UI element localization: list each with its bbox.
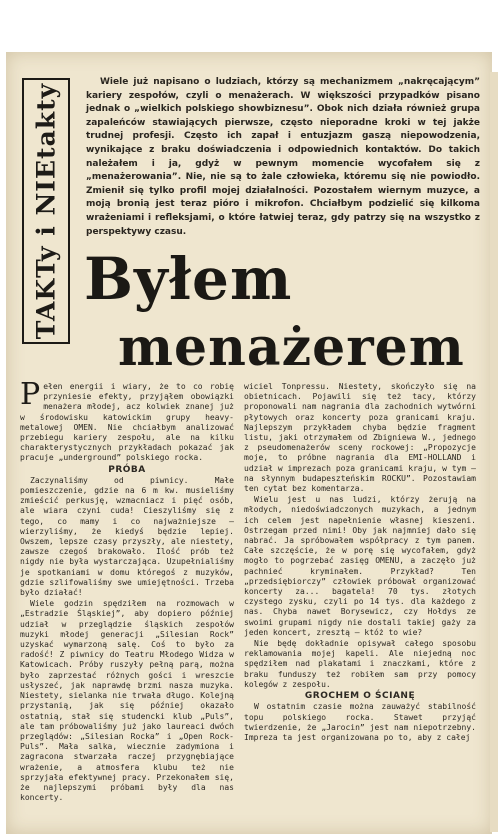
drop-cap: P: [20, 382, 41, 412]
intro-text: ełen energii i wiary, że to co robię przyniesie efekty, przyjąłem obowiązki menażera młodej, acz kolwiek znanej już w środowisku katowickim grupy heavy-metalowej OMEN. Nie chciałbym analizować przebiegu kariery zespołu, ale na kilku charakterystycznych przykładach pokazać jak pracuje „underground” polskiego rocka.: [20, 382, 234, 463]
column-rubric-box: [22, 78, 70, 344]
body-paragraph: Nie będę dokładnie opisywał całego sposobu reklamowania mojej kapeli. Ale niejedną noc spędziłem nad plakatami i znaczkami, które z braku funduszy też robiłem sam przy pomocy kolegów z zespołu.: [244, 639, 476, 689]
article-column-left: [20, 382, 234, 832]
body-paragraph: Zaczynaliśmy od piwnicy. Małe pomieszczenie, gdzie na 6 m kw. musieliśmy zmieścić perkusję, wzmacniacz i pięć osób, ale wiara czyni cuda! Cieszyliśmy się z tego, co mamy i co najważniejsze — wierzyliśmy, że kiedyś będzie lepiej. Owszem, lepsze czasy przyszły, ale niestety, zawsze czegoś brakowało. Ilość prób też nigdy nie była wystarczająca. Uzupełnialiśmy je spotkaniami w domu któregoś z muzyków, gdzie szlifowaliśmy swe umiejętności. Trzeba było działać!: [20, 475, 234, 598]
body-paragraph: W ostatnim czasie można zauważyć stabilność topu polskiego rocka. Stawet przyjąć twierdzenie, że „Jarocin” jest nam niepotrzebny. Impreza ta jest organizowana po to, aby z całej: [244, 702, 476, 742]
body-paragraph: Wiele godzin spędziłem na rozmowach w „Estradzie Śląskiej”, aby dopiero później udział w przeglądzie śląskich zespołów muzyki młodej generacji „Silesian Rock” uzyskać wymarzoną salę. Coś to było za radość! Z piwnicy do Teatru Młodego Widza w Katowicach. Próby ruszyły pełną parą, można było zaprzestać różnych gości i wreszcie usłyszeć, jak naprawdę brzmi nasza muzyka. Niestety, sielanka nie trwała długo. Kolejną przystanią, jak się później okazało ostatnią, stał się studencki klub „Puls”, ale tam próbowaliśmy już jako laureaci dwóch przeglądów: „Silesian Rocka” i „Open Rock-Puls”. Mała salka, wiecznie zadymiona i zagracona stwarzała raczej przygnębiające wrażenie, a atmosfera klubu też nie sprzyjała efektywnej pracy. Przekonałem się, że najlepszymi próbami były dla nas koncerty.: [20, 599, 234, 803]
article-column-right: [244, 382, 476, 832]
subheading-proba: PRÓBA: [108, 464, 146, 475]
headline-line-1: Byłem: [84, 245, 293, 313]
body-paragraph: wiciel Tonpressu. Niestety, skończyło się na obietnicach. Pojawili się też tacy, którzy proponowali nam nagrania dla zachodnich wytwórni płytowych oraz koncerty poza granicami kraju. Najlepszym przykładem chyba będzie fragment listu, jaki otrzymałem od Zbigniewa W., jednego z pseudomenażerów sceny rockowej: „Propozycje moje, to próbne nagrania dla EMI-HOLLAND i udział w imprezach poza granicami kraju, w tym — na słynnym budapeszteńskim ROCKU”. Pozostawiam ten cytat bez komentarza.: [244, 382, 476, 494]
column-rubric: TAKTy i NIEtakty: [31, 82, 61, 340]
body-paragraph: Wielu jest u nas ludzi, którzy żerują na młodych, niedoświadczonych muzykach, a jednym ich celem jest napełnienie własnej kieszeni. Ostrzegam przed nimi! Oby jak najmniej dało się nabrać. Ja spróbowałem współpracy z tym panem. Całe szczęście, że w porę się wycofałem, gdyż mogło to pogrzebać zasięg OMENU, a zaczęło już pachnieć kryminałem. Przykład? Ten „przedsiębiorczy” człowiek próbował organizować koncerty za... bagatela! 70 tys. złotych czystego zysku, czyli po 14 tys. dla każdego z nas. Chyba nawet Borysewicz, czy Hołdys ze swoimi grupami nigdy nie dostali takiej gaży za jeden koncert, zresztą — któż to wie?: [244, 495, 476, 637]
article-lead: Wiele już napisano o ludziach, którzy są mechanizmem „nakręcającym” kariery zespołów, czyli o menażerach. W większości przypadków pisano jednak o „wielkich polskiego showbiznesu”. Obok nich działa również grupa zapaleńców stawiających pierwsze, często nieporadne kroki w tej jakże trudnej profesji. Często ich zapał i entuzjazm gaszą niepowodzenia, wynikające z braku doświadczenia i odpowiednich kontaktów. Do takich należałem i ja, gdyż w pewnym momencie wycofałem się z „menażerowania”. Nie, nie są to żale człowieka, któremu się nie powiodło. Zmienił się tylko profil mojej działalności. Pozostałem wiernym muzyce, a moją bronią jest teraz pióro i mikrofon. Chciałbym podzielić się kilkoma wrażeniami i refleksjami, o które łatwiej teraz, gdy patrzy się na wszystko z perspektywy czasu.: [86, 77, 480, 237]
subheading-grochem: GROCHEM O ŚCIANĘ: [304, 691, 416, 702]
intro-paragraph: [20, 382, 234, 464]
headline-line-2: menażerem: [118, 317, 465, 378]
